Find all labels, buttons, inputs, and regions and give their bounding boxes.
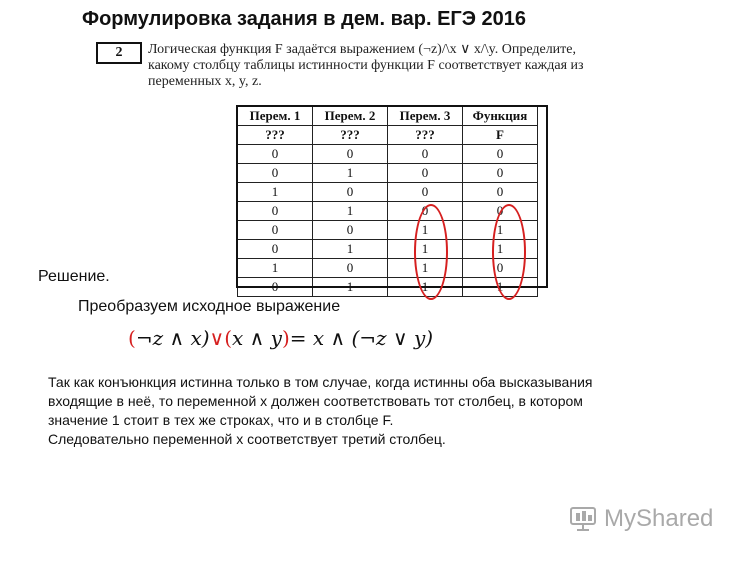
transform-text: Преобразуем исходное выражение (78, 298, 341, 315)
formula-or: ∨ (209, 326, 225, 350)
table-row (238, 164, 538, 183)
solution-label: Решение. (38, 268, 110, 285)
formula-open-paren: ( (128, 326, 136, 350)
table-cell: 0 (388, 145, 463, 164)
table-cell: 0 (313, 259, 388, 278)
table-cell: 0 (313, 221, 388, 240)
table-cell: 0 (463, 145, 538, 164)
task-number-box: 2 (96, 42, 142, 64)
table-cell: 0 (388, 164, 463, 183)
table-subheader-row (238, 126, 538, 145)
table-row (238, 202, 538, 221)
table-cell: 0 (463, 164, 538, 183)
table-cell: 1 (313, 278, 388, 297)
table-cell: 1 (313, 240, 388, 259)
table-cell: 0 (238, 278, 313, 297)
table-cell: 1 (238, 183, 313, 202)
task-text (148, 42, 643, 90)
task-line: переменных x, y, z. (148, 74, 262, 89)
task-line: какому столбцу таблицы истинности функции F соответствует каждая из (148, 58, 584, 73)
table-cell: 0 (463, 183, 538, 202)
table-cell: 1 (388, 259, 463, 278)
table-cell: 0 (238, 164, 313, 183)
header-cell: Перем. 1 (238, 107, 313, 126)
table-cell: 1 (463, 278, 538, 297)
subheader-cell: ??? (313, 126, 388, 145)
table-header-row (238, 107, 538, 126)
table-cell: 0 (388, 202, 463, 221)
subheader-cell: ??? (238, 126, 313, 145)
formula-close-paren: ) (281, 326, 290, 350)
header-cell: Функция (463, 107, 538, 126)
subheader-cell: ??? (388, 126, 463, 145)
formula (128, 326, 433, 350)
slide-title: Формулировка задания в дем. вар. ЕГЭ 2016 (82, 8, 527, 30)
task-line: Логическая функция F задаётся выражением (¬z)/\x ∨ x/\y. Определите, (148, 42, 577, 57)
table-cell: 0 (238, 202, 313, 221)
table-cell: 0 (238, 145, 313, 164)
table-cell: 0 (463, 259, 538, 278)
highlight-ellipse-column-3 (414, 204, 448, 300)
formula-part2: x ∧ y (232, 326, 282, 350)
myshared-logo-icon (568, 505, 598, 533)
table-row (238, 145, 538, 164)
table-cell: 1 (463, 240, 538, 259)
explanation-line: входящие в неё, то переменной x должен соответствовать тот столбец, в котором (48, 393, 583, 409)
formula-part1: ¬z ∧ x) (135, 326, 210, 350)
table-cell: 0 (238, 240, 313, 259)
watermark-text: MyShared (604, 505, 714, 532)
formula-open-paren2: ( (224, 326, 232, 350)
explanation-line: Так как конъюнкция истинна только в том случае, когда истинны оба высказывания (48, 374, 593, 390)
table-cell: 1 (388, 221, 463, 240)
table-cell: 0 (238, 221, 313, 240)
table-cell: 0 (388, 183, 463, 202)
table-cell: 0 (313, 183, 388, 202)
subheader-cell: F (463, 126, 538, 145)
highlight-ellipse-column-f (492, 204, 526, 300)
explanation-line: Следовательно переменной x соответствует третий столбец. (48, 431, 446, 447)
explanation-text (48, 373, 718, 449)
table-cell: 1 (388, 278, 463, 297)
explanation-line: значение 1 стоит в тех же строках, что и в столбце F. (48, 412, 394, 428)
table-cell: 1 (313, 202, 388, 221)
table-cell: 0 (313, 145, 388, 164)
table-row (238, 278, 538, 297)
table-cell: 1 (463, 221, 538, 240)
header-cell: Перем. 2 (313, 107, 388, 126)
formula-rest: = x ∧ (¬z ∨ y) (289, 326, 434, 350)
table-cell: 1 (238, 259, 313, 278)
table-cell: 1 (388, 240, 463, 259)
table-cell: 1 (313, 164, 388, 183)
header-cell: Перем. 3 (388, 107, 463, 126)
table-cell: 0 (463, 202, 538, 221)
watermark (568, 505, 713, 533)
table-row (238, 183, 538, 202)
